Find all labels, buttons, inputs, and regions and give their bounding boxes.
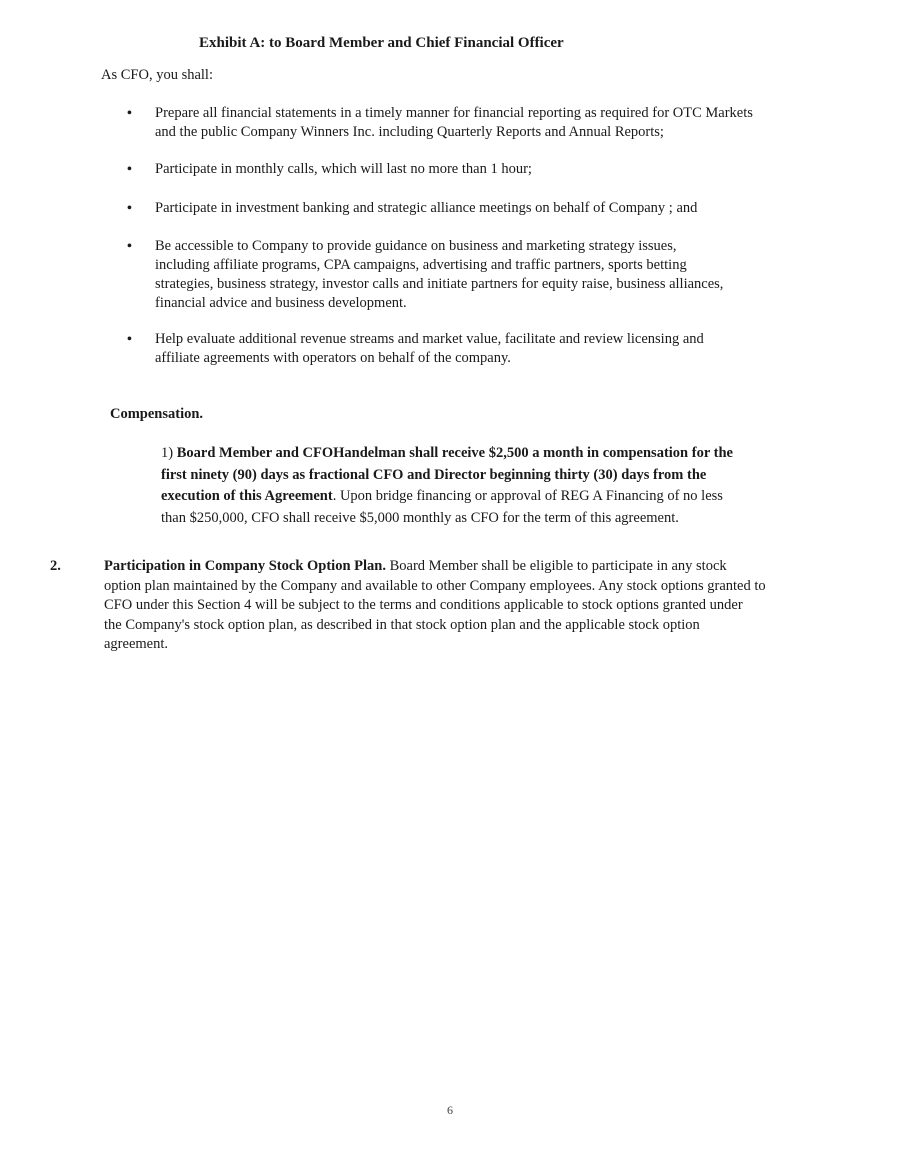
intro-text: As CFO, you shall: <box>101 67 213 83</box>
bullet-line: Participate in investment banking and strategic alliance meetings on behalf of Company ; and <box>155 200 698 216</box>
section-line <box>104 557 824 577</box>
section-line: CFO under this Section 4 will be subject to the terms and conditions applicable to stock options granted under <box>104 597 743 613</box>
compensation-item <box>161 443 821 529</box>
compensation-line: than $250,000, CFO shall receive $5,000 monthly as CFO for the term of this agreement. <box>161 509 679 526</box>
section-body <box>104 557 824 655</box>
bullet-icon: • <box>127 201 132 216</box>
bullet-line: Be accessible to Company to provide guidance on business and marketing strategy issues, <box>155 238 677 254</box>
compensation-bold-text: execution of this Agreement <box>161 488 333 504</box>
bullet-icon: • <box>127 162 132 177</box>
compensation-bold-text: first ninety (90) days as fractional CFO and Director beginning thirty (30) days from the <box>161 466 707 483</box>
bullet-line: and the public Company Winners Inc. including Quarterly Reports and Annual Reports; <box>155 124 664 140</box>
compensation-line <box>161 443 821 465</box>
section-heading: Participation in Company Stock Option Plan. <box>104 558 386 574</box>
compensation-line <box>161 465 821 487</box>
section-number: 2. <box>50 558 61 574</box>
section-line: the Company's stock option plan, as described in that stock option plan and the applicable stock option <box>104 616 700 633</box>
bullet-line: affiliate agreements with operators on behalf of the company. <box>155 350 511 366</box>
item-number: 1) <box>161 445 174 461</box>
bullet-line: financial advice and business development. <box>155 295 407 311</box>
bullet-icon: • <box>127 106 132 121</box>
section-line: agreement. <box>104 636 169 652</box>
bullet-line: Participate in monthly calls, which will last no more than 1 hour; <box>155 161 532 177</box>
bullet-line: Help evaluate additional revenue streams and market value, facilitate and review licensing and <box>155 331 704 347</box>
compensation-bold-text: Board Member and CFOHandelman shall receive $2,500 a month in compensation for the <box>176 445 733 461</box>
bullet-icon: • <box>127 239 132 254</box>
compensation-plain-text: . Upon bridge financing or approval of REG A Financing of no less <box>332 488 723 504</box>
bullet-icon: • <box>127 332 132 347</box>
section-text: Board Member shall be eligible to participate in any stock <box>385 558 727 574</box>
bullet-line: Prepare all financial statements in a timely manner for financial reporting as required for OTC Markets <box>155 105 753 121</box>
bullet-line: including affiliate programs, CPA campaigns, advertising and traffic partners, sports betting <box>155 257 687 273</box>
bullet-line: strategies, business strategy, investor calls and initiate partners for equity raise, business alliances, <box>155 276 724 292</box>
compensation-line <box>161 486 821 508</box>
exhibit-title: Exhibit A: to Board Member and Chief Financial Officer <box>199 35 564 51</box>
page-number: 6 <box>447 1103 453 1117</box>
compensation-heading: Compensation. <box>110 406 204 422</box>
section-line: option plan maintained by the Company and available to other Company employees. Any stock options granted to <box>104 577 766 594</box>
